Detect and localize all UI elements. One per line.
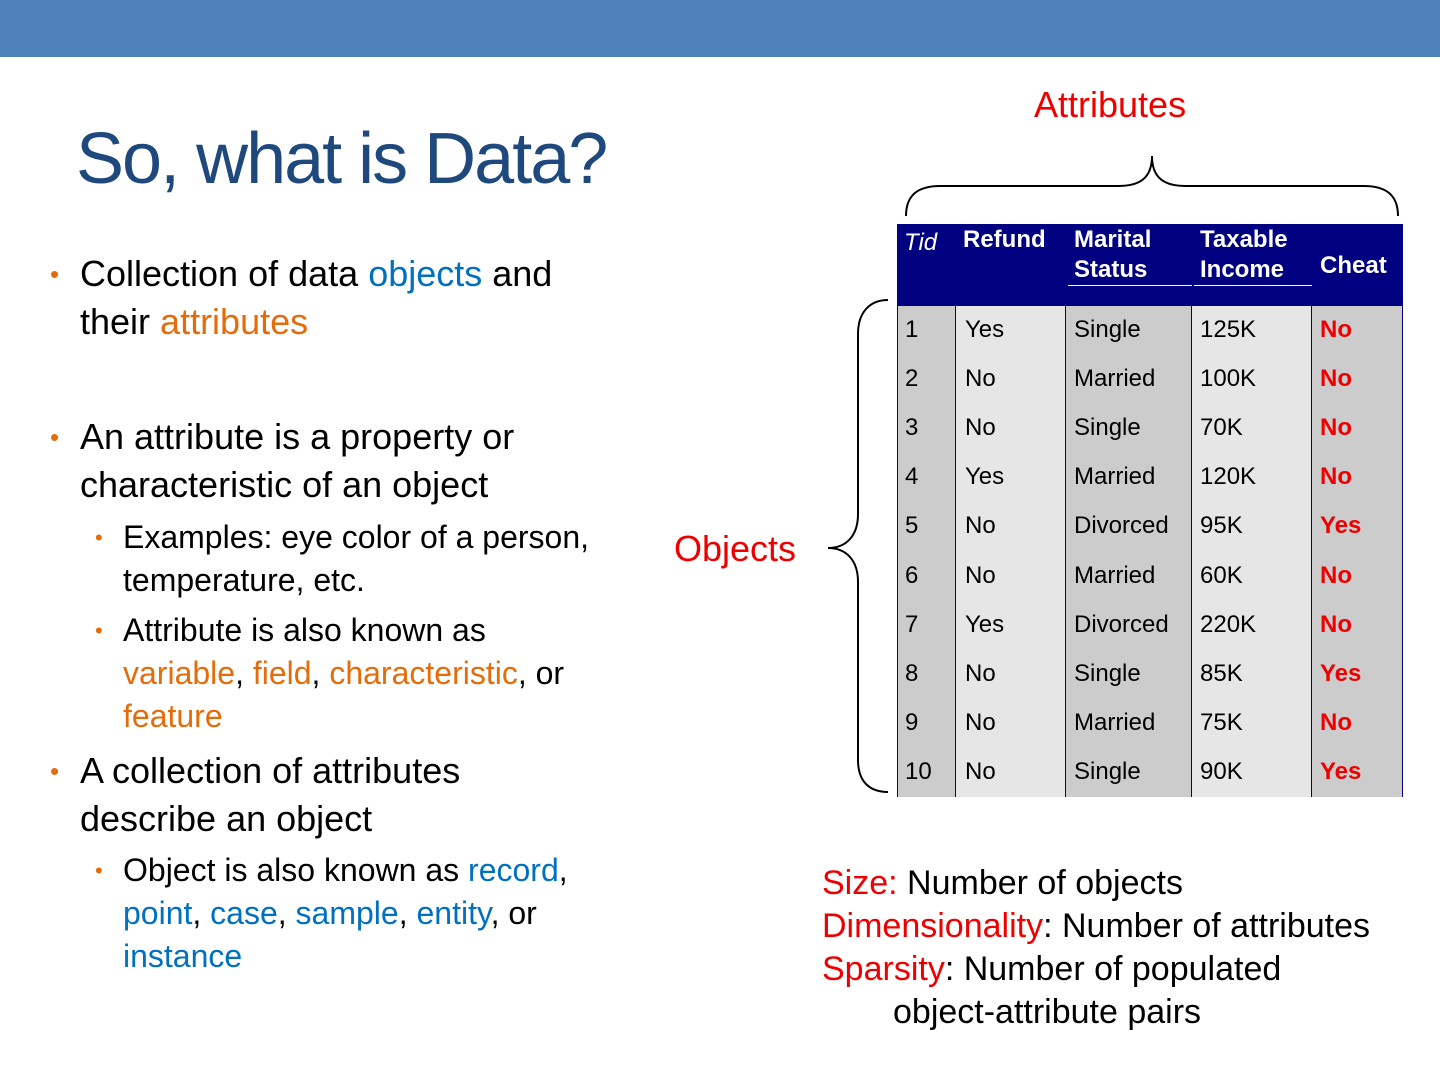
attributes-label: Attributes (1034, 84, 1187, 125)
subbullet-examples: • Examples: eye color of a person, temperature, etc. (123, 516, 589, 602)
slide-title: So, what is Data? (76, 119, 607, 199)
cell-tid: 3 (905, 414, 919, 442)
cell-refund: No (965, 561, 996, 589)
header-underline (1194, 285, 1312, 286)
cell-cheat: No (1320, 708, 1352, 736)
cell-cheat: No (1320, 414, 1352, 442)
note-sparsity: Sparsity: Number of populated (822, 950, 1282, 988)
cell-refund: No (965, 708, 996, 736)
cell-tid: 10 (905, 757, 932, 785)
cell-taxable-income: 75K (1200, 708, 1243, 736)
cell-refund: No (965, 365, 996, 393)
cell-marital-status: Single (1074, 414, 1141, 442)
cell-cheat: Yes (1320, 659, 1362, 687)
header-marital-line2: Status (1074, 256, 1148, 283)
bullet-collection: • Collection of data objects and their attributes (80, 250, 552, 346)
cell-marital-status: Divorced (1074, 512, 1169, 540)
note-dimensionality: Dimensionality: Number of attributes (822, 907, 1371, 945)
header-marital-line1: Marital (1074, 226, 1152, 253)
subbullet-object-aliases: • Object is also known as record, point, case, sample, entity, or instance (123, 849, 568, 978)
cell-tid: 7 (905, 610, 919, 638)
attributes-brace (906, 156, 1398, 216)
cell-tid: 8 (905, 659, 919, 687)
header-refund: Refund (963, 226, 1046, 253)
cell-marital-status: Married (1074, 463, 1156, 491)
cell-taxable-income: 60K (1200, 561, 1243, 589)
cell-marital-status: Single (1074, 659, 1141, 687)
bullet-attribute-definition: • An attribute is a property or characteristic of an object (80, 413, 514, 509)
header-income-line1: Taxable (1200, 226, 1288, 253)
term-objects: objects (368, 253, 483, 294)
bullet-collection-of-attributes: • A collection of attributes describe an object (80, 747, 460, 843)
cell-marital-status: Divorced (1074, 610, 1169, 638)
cell-tid: 6 (905, 561, 919, 589)
header-tid: Tid (904, 229, 938, 256)
cell-taxable-income: 70K (1200, 414, 1243, 442)
cell-taxable-income: 95K (1200, 512, 1243, 540)
cell-refund: No (965, 512, 996, 540)
bullet-dot-icon: • (95, 858, 103, 883)
note-size: Size: Number of objects (822, 864, 1183, 902)
cell-cheat: No (1320, 610, 1352, 638)
cell-refund: Yes (965, 610, 1005, 638)
cell-cheat: No (1320, 561, 1352, 589)
cell-refund: No (965, 659, 996, 687)
cell-cheat: Yes (1320, 757, 1362, 785)
cell-taxable-income: 120K (1200, 463, 1257, 491)
bullet-dot-icon: • (50, 259, 60, 289)
cell-refund: Yes (965, 316, 1005, 343)
bullet-dot-icon: • (95, 525, 103, 550)
cell-tid: 2 (905, 365, 919, 393)
cell-marital-status: Married (1074, 708, 1156, 736)
subbullet-attribute-aliases: • Attribute is also known as variable, field, characteristic, or feature (123, 609, 564, 738)
cell-tid: 1 (905, 316, 919, 343)
cell-tid: 5 (905, 512, 919, 540)
cell-cheat: No (1320, 316, 1352, 343)
objects-brace (828, 300, 888, 792)
term-attributes: attributes (160, 301, 309, 342)
data-table (897, 224, 1403, 797)
bullet-dot-icon: • (50, 756, 60, 786)
cell-refund: No (965, 757, 996, 785)
table-header (898, 225, 1402, 306)
cell-tid: 9 (905, 708, 919, 736)
data-notes (822, 862, 1370, 1034)
cell-marital-status: Married (1074, 561, 1156, 589)
bullet-dot-icon: • (95, 618, 103, 643)
cell-tid: 4 (905, 463, 919, 491)
cell-refund: Yes (965, 463, 1005, 491)
cell-taxable-income: 125K (1200, 316, 1257, 343)
header-cheat: Cheat (1320, 252, 1387, 279)
cell-taxable-income: 100K (1200, 365, 1257, 393)
cell-marital-status: Single (1074, 757, 1141, 785)
header-underline (1068, 285, 1192, 286)
cell-cheat: No (1320, 365, 1352, 393)
cell-marital-status: Single (1074, 316, 1141, 343)
cell-taxable-income: 85K (1200, 659, 1243, 687)
cell-marital-status: Married (1074, 365, 1156, 393)
objects-label: Objects (674, 528, 797, 569)
note-sparsity-continued: object-attribute pairs (893, 993, 1202, 1031)
cell-taxable-income: 220K (1200, 610, 1257, 638)
cell-taxable-income: 90K (1200, 757, 1243, 785)
header-income-line2: Income (1200, 256, 1285, 283)
cell-refund: No (965, 414, 996, 442)
bullet-dot-icon: • (50, 422, 60, 452)
cell-cheat: Yes (1320, 512, 1362, 540)
cell-cheat: No (1320, 463, 1352, 491)
